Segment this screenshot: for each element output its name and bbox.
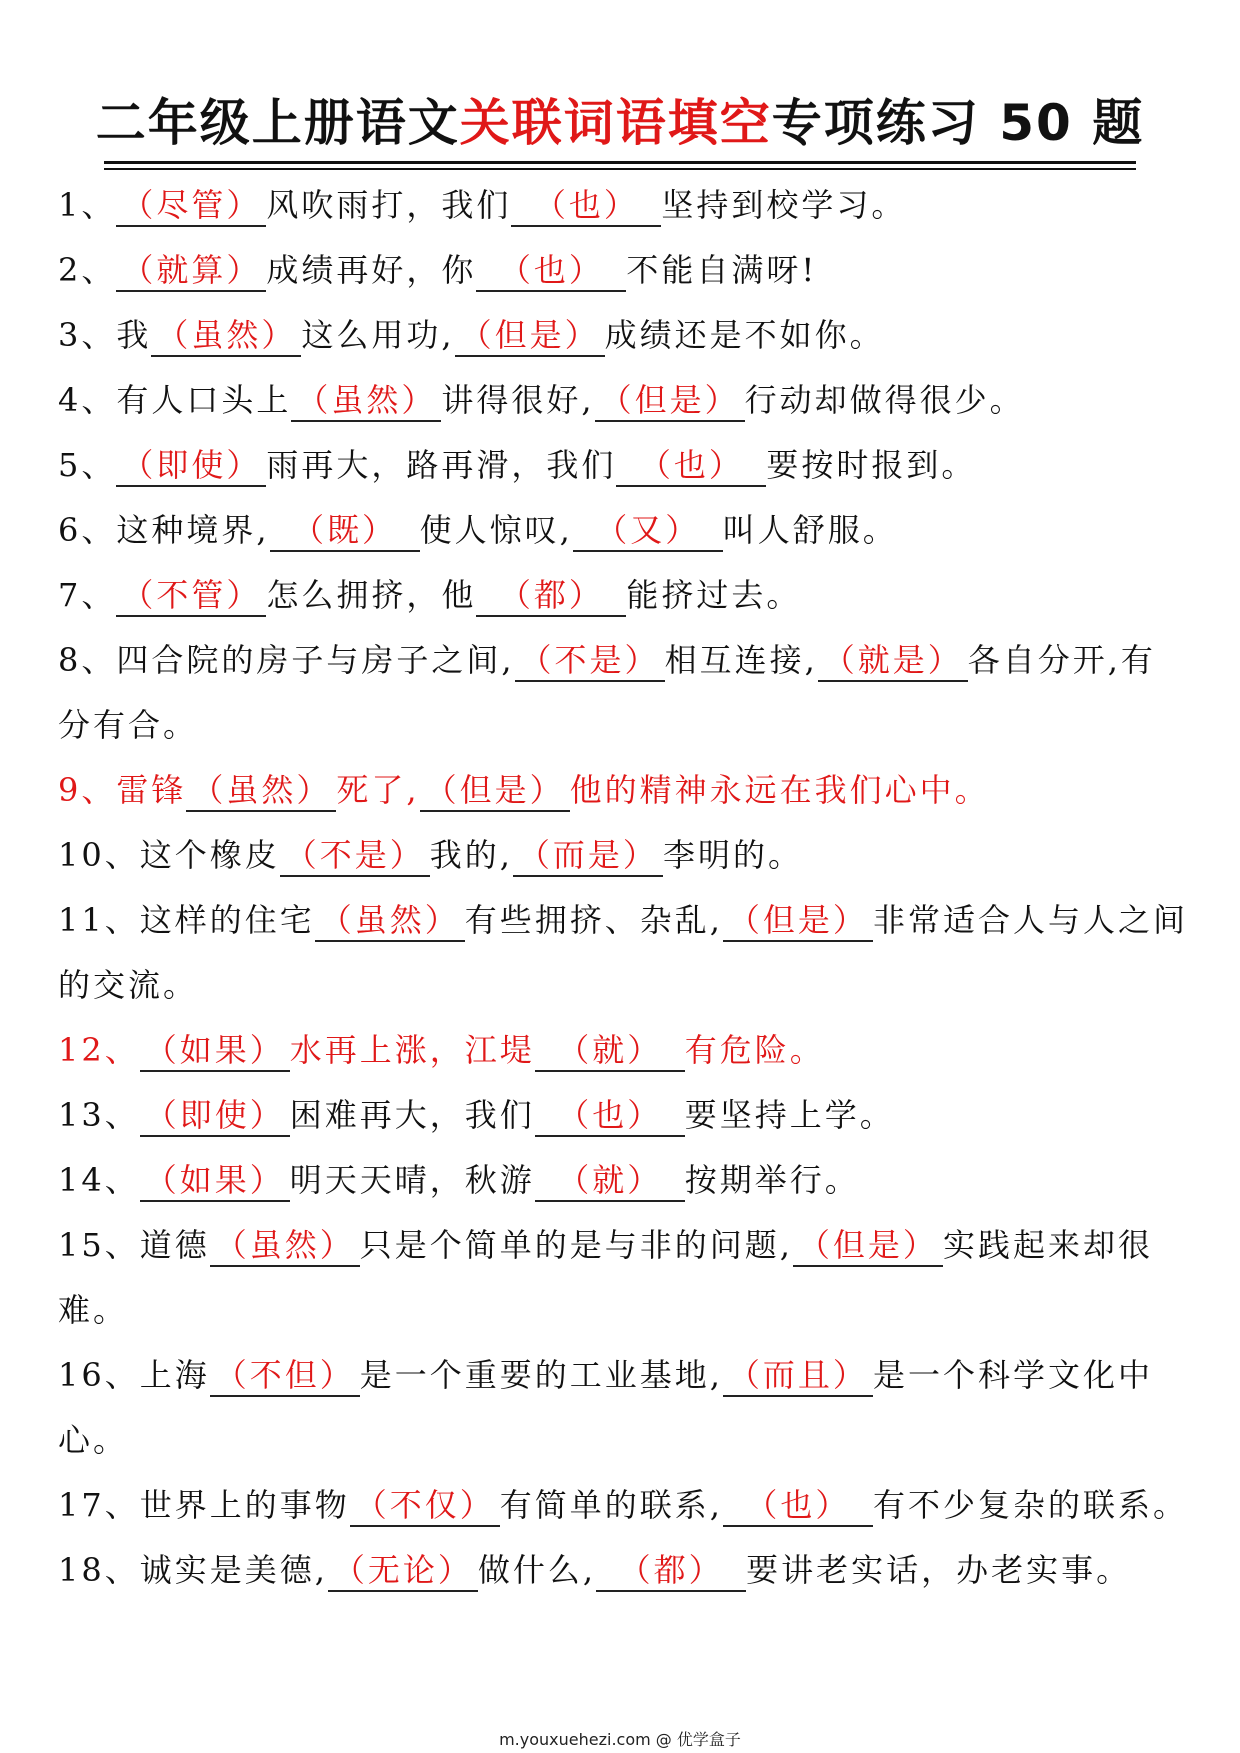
question-text: 实践起来却很难。	[58, 1226, 1153, 1329]
question-list	[58, 173, 1188, 1603]
question-number: 10、	[58, 836, 140, 874]
answer-blank: （既）	[270, 510, 420, 552]
question-text: 我	[116, 316, 152, 354]
question-text: 能挤过去。	[626, 576, 802, 614]
answer-blank: （即使）	[116, 445, 266, 487]
question-text: 李明的。	[662, 836, 803, 874]
question-number: 14、	[58, 1161, 140, 1199]
question-item	[58, 173, 1188, 238]
question-number: 17、	[58, 1486, 140, 1524]
question-item	[58, 303, 1188, 368]
question-number: 16、	[58, 1356, 140, 1394]
answer-blank: （也）	[723, 1485, 873, 1527]
question-text: 有人口头上	[116, 381, 292, 419]
title-underline-thick	[104, 161, 1136, 164]
question-item	[58, 1083, 1188, 1148]
answer-blank: （但是）	[723, 900, 873, 942]
answer-blank: （就算）	[116, 250, 266, 292]
question-item	[58, 238, 1188, 303]
answer-blank: （但是）	[455, 315, 605, 357]
question-number: 7、	[58, 576, 117, 614]
question-text: 讲得很好,	[441, 381, 595, 419]
question-text: 困难再大，我们	[289, 1096, 535, 1134]
answer-blank: （但是）	[793, 1225, 943, 1267]
title-part-2: 专项练习 50 题	[771, 94, 1145, 152]
question-text: 非常适合人与人之间的交流。	[58, 901, 1188, 1004]
answer-blank: （但是）	[420, 770, 570, 812]
question-item	[58, 1213, 1188, 1343]
question-item	[58, 498, 1188, 563]
question-number: 15、	[58, 1226, 140, 1264]
question-text: 不能自满呀!	[626, 251, 818, 289]
question-text: 行动却做得很少。	[744, 381, 1025, 419]
question-text: 这么用功,	[301, 316, 455, 354]
question-item	[58, 1148, 1188, 1213]
question-number: 5、	[58, 446, 117, 484]
answer-blank: （而且）	[723, 1355, 873, 1397]
question-item	[58, 433, 1188, 498]
question-text: 成绩还是不如你。	[604, 316, 885, 354]
question-item	[58, 823, 1188, 888]
question-text: 做什么,	[477, 1551, 597, 1589]
question-text: 要讲老实话，办老实事。	[746, 1551, 1132, 1589]
question-item	[58, 1018, 1188, 1083]
question-text: 有简单的联系,	[499, 1486, 723, 1524]
answer-blank: （虽然）	[291, 380, 441, 422]
answer-blank: （也）	[511, 185, 661, 227]
answer-blank: （也）	[535, 1095, 685, 1137]
answer-blank: （不管）	[116, 575, 266, 617]
answer-blank: （虽然）	[315, 900, 465, 942]
question-number: 4、	[58, 381, 117, 419]
answer-blank: （不是）	[515, 640, 665, 682]
question-item	[58, 758, 1188, 823]
question-text: 有些拥挤、杂乱,	[464, 901, 723, 939]
question-item	[58, 563, 1188, 628]
question-item	[58, 368, 1188, 433]
answer-blank: （就）	[535, 1030, 685, 1072]
answer-blank: （而是）	[513, 835, 663, 877]
question-text: 要坚持上学。	[684, 1096, 895, 1134]
question-text: 道德	[139, 1226, 210, 1264]
question-number: 3、	[58, 316, 117, 354]
question-text: 明天天晴，秋游	[289, 1161, 535, 1199]
question-number: 12、	[58, 1031, 140, 1069]
question-text: 有不少复杂的联系。	[872, 1486, 1188, 1524]
page-title	[0, 92, 1240, 154]
answer-blank: （不但）	[210, 1355, 360, 1397]
question-number: 6、	[58, 511, 117, 549]
question-text: 这个橡皮	[139, 836, 280, 874]
question-text: 叫人舒服。	[722, 511, 898, 549]
question-text: 是一个重要的工业基地,	[359, 1356, 723, 1394]
question-number: 8、	[58, 641, 117, 679]
question-number: 18、	[58, 1551, 140, 1589]
answer-blank: （就）	[535, 1160, 685, 1202]
question-text: 使人惊叹,	[419, 511, 573, 549]
question-text: 死了,	[336, 771, 420, 809]
question-text: 按期举行。	[684, 1161, 860, 1199]
question-text: 只是个简单的是与非的问题,	[359, 1226, 793, 1264]
question-text: 成绩再好，你	[266, 251, 477, 289]
answer-blank: （就是）	[818, 640, 968, 682]
title-part-1: 二年级上册语文	[95, 94, 460, 152]
answer-blank: （如果）	[140, 1030, 290, 1072]
question-text: 世界上的事物	[139, 1486, 350, 1524]
question-text: 坚持到校学习。	[661, 186, 907, 224]
answer-blank: （如果）	[140, 1160, 290, 1202]
answer-blank: （但是）	[595, 380, 745, 422]
question-item	[58, 888, 1188, 1018]
question-text: 是一个科学文化中心。	[58, 1356, 1153, 1459]
question-text: 雨再大，路再滑，我们	[266, 446, 617, 484]
question-text: 雷锋	[116, 771, 187, 809]
answer-blank: （不是）	[280, 835, 430, 877]
question-text: 相互连接,	[664, 641, 818, 679]
answer-blank: （无论）	[328, 1550, 478, 1592]
question-text: 这样的住宅	[139, 901, 315, 939]
question-text: 诚实是美德,	[139, 1551, 328, 1589]
question-text: 水再上涨，江堤	[289, 1031, 535, 1069]
answer-blank: （都）	[596, 1550, 746, 1592]
question-text: 怎么拥挤，他	[266, 576, 477, 614]
answer-blank: （都）	[476, 575, 626, 617]
question-item	[58, 628, 1188, 758]
question-text: 上海	[139, 1356, 210, 1394]
answer-blank: （虽然）	[210, 1225, 360, 1267]
question-item	[58, 1343, 1188, 1473]
question-number: 9、	[58, 771, 117, 809]
answer-blank: （不仅）	[350, 1485, 500, 1527]
answer-blank: （也）	[616, 445, 766, 487]
answer-blank: （也）	[476, 250, 626, 292]
question-text: 这种境界,	[116, 511, 270, 549]
question-number: 13、	[58, 1096, 140, 1134]
footer-watermark: m.youxuehezi.com @ 优学盒子	[499, 1730, 741, 1749]
answer-blank: （尽管）	[116, 185, 266, 227]
question-text: 各自分开,有分有合。	[58, 641, 1156, 744]
title-underline-thin	[104, 168, 1136, 170]
question-number: 2、	[58, 251, 117, 289]
answer-blank: （虽然）	[186, 770, 336, 812]
question-text: 他的精神永远在我们心中。	[569, 771, 990, 809]
answer-blank: （虽然）	[151, 315, 301, 357]
answer-blank: （又）	[573, 510, 723, 552]
question-text: 风吹雨打，我们	[266, 186, 512, 224]
question-item	[58, 1473, 1188, 1538]
question-number: 1、	[58, 186, 117, 224]
question-text: 四合院的房子与房子之间,	[116, 641, 515, 679]
question-text: 有危险。	[684, 1031, 825, 1069]
question-item	[58, 1538, 1188, 1603]
answer-blank: （即使）	[140, 1095, 290, 1137]
question-text: 要按时报到。	[766, 446, 977, 484]
title-highlight: 关联词语填空	[459, 94, 772, 152]
question-number: 11、	[58, 901, 140, 939]
question-text: 我的,	[429, 836, 513, 874]
